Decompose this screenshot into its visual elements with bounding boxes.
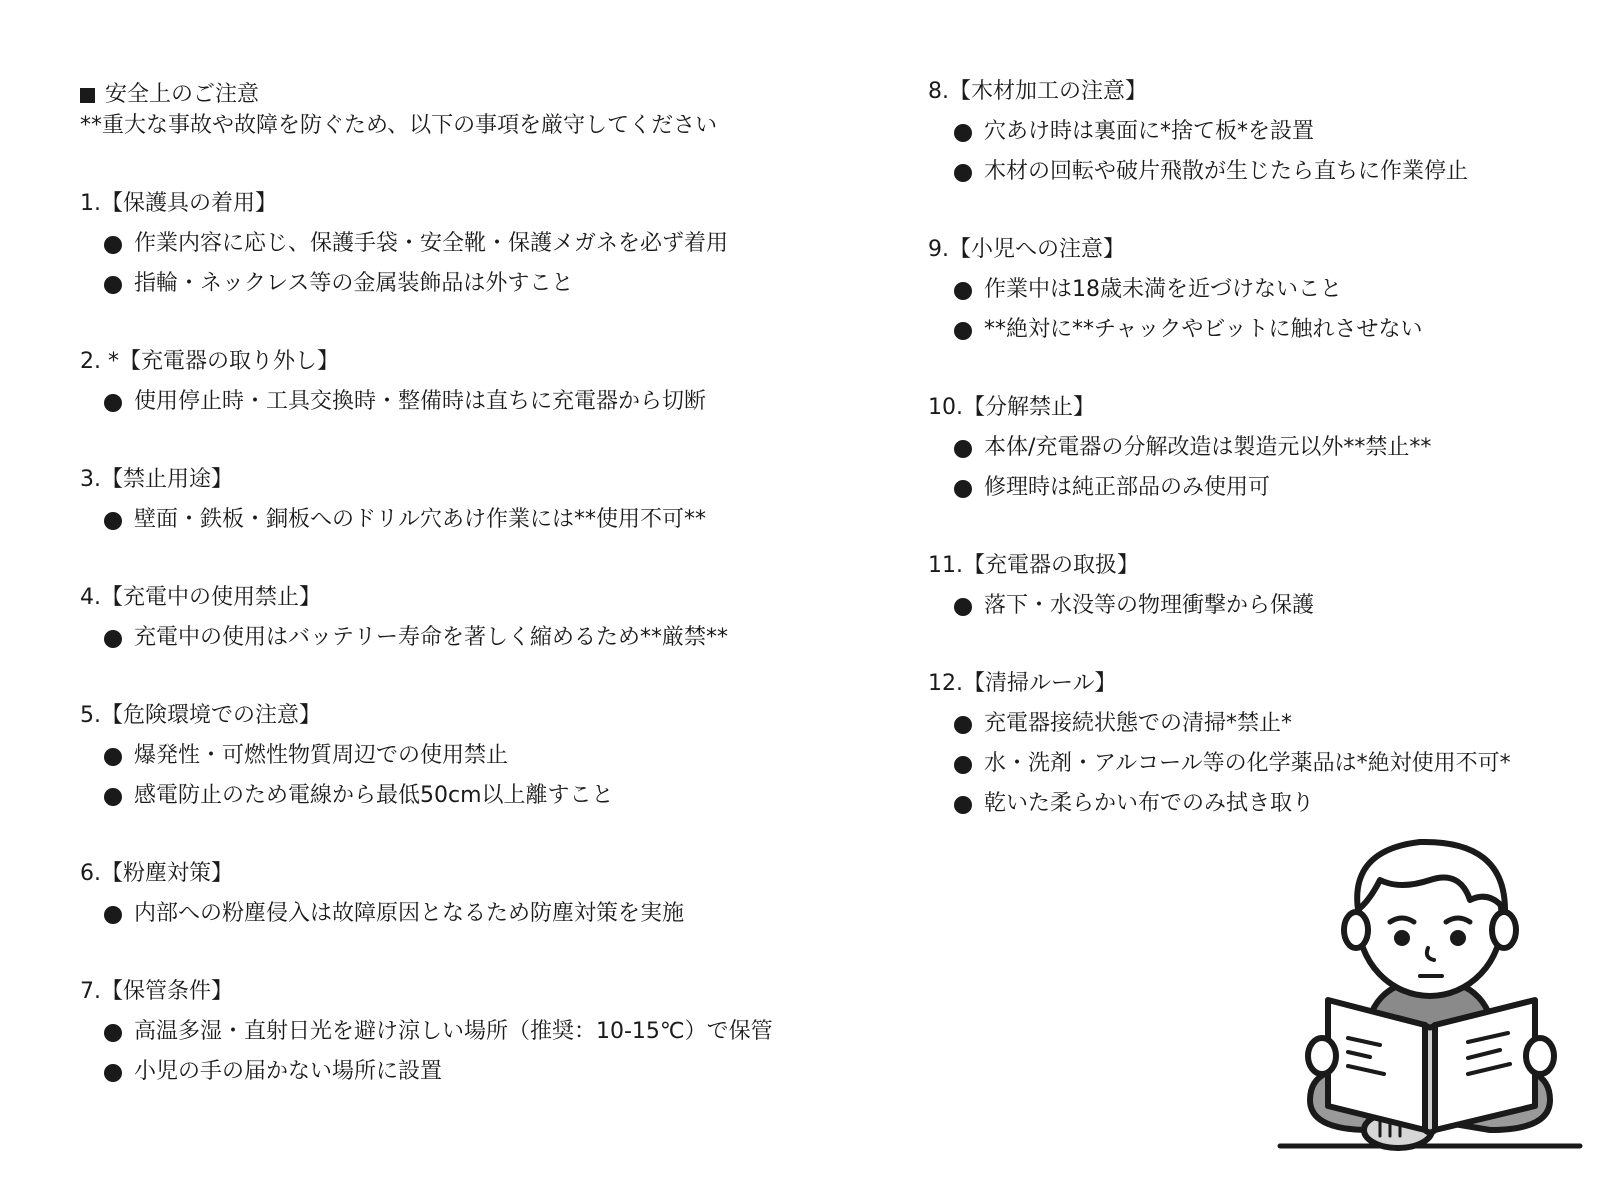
list-item-text: **絶対に**チャックやビットに触れさせない bbox=[984, 317, 1423, 342]
bullet-icon bbox=[954, 440, 972, 458]
list-item-text: 壁面・鉄板・銅板へのドリル穴あけ作業には**使用不可** bbox=[134, 507, 707, 532]
bullet-icon bbox=[104, 512, 122, 530]
list-item bbox=[80, 782, 840, 822]
section-title: 6.【粉塵対策】 bbox=[80, 861, 233, 886]
bullet-icon bbox=[104, 276, 122, 294]
list-item-text: 落下・水没等の物理衝撃から保護 bbox=[984, 593, 1315, 618]
left-column bbox=[80, 78, 840, 1098]
section-4 bbox=[80, 584, 840, 664]
section-8 bbox=[928, 78, 1588, 198]
list-item-text: 充電器接続状態での清掃*禁止* bbox=[984, 711, 1293, 736]
section-title: 9.【小児への注意】 bbox=[928, 237, 1125, 262]
page-title bbox=[80, 78, 840, 112]
bullet-icon bbox=[104, 394, 122, 412]
bullet-icon bbox=[954, 796, 972, 814]
list-item-text: 水・洗剤・アルコール等の化学薬品は*絶対使用不可* bbox=[984, 751, 1511, 776]
list-item bbox=[928, 790, 1588, 830]
list-item-text: 木材の回転や破片飛散が生じたら直ちに作業停止 bbox=[984, 159, 1469, 184]
section-7 bbox=[80, 978, 840, 1098]
bullet-icon bbox=[954, 124, 972, 142]
bullet-icon bbox=[954, 756, 972, 774]
list-item bbox=[928, 276, 1588, 316]
list-item bbox=[80, 1058, 840, 1098]
bullet-icon bbox=[104, 1024, 122, 1042]
list-item bbox=[928, 474, 1588, 514]
list-item bbox=[80, 388, 840, 428]
section-title: 7.【保管条件】 bbox=[80, 979, 233, 1004]
section-3 bbox=[80, 466, 840, 546]
list-item bbox=[80, 506, 840, 546]
bullet-icon bbox=[954, 322, 972, 340]
section-title: 8.【木材加工の注意】 bbox=[928, 79, 1147, 104]
section-title: 4.【充電中の使用禁止】 bbox=[80, 585, 321, 610]
section-title: 2. *【充電器の取り外し】 bbox=[80, 349, 339, 374]
list-item-text: 作業中は18歳未満を近づけないこと bbox=[984, 277, 1342, 302]
bullet-icon bbox=[104, 236, 122, 254]
list-item-text: 爆発性・可燃性物質周辺での使用禁止 bbox=[134, 743, 509, 768]
list-item-text: 小児の手の届かない場所に設置 bbox=[134, 1059, 443, 1084]
child-reading-illustration bbox=[1270, 830, 1590, 1160]
section-title: 5.【危険環境での注意】 bbox=[80, 703, 321, 728]
child-reading-icon bbox=[1270, 830, 1590, 1160]
list-item bbox=[928, 118, 1588, 158]
right-column bbox=[928, 78, 1588, 830]
list-item bbox=[928, 750, 1588, 790]
section-9 bbox=[928, 236, 1588, 356]
list-item bbox=[928, 158, 1588, 198]
section-10 bbox=[928, 394, 1588, 514]
list-item bbox=[80, 270, 840, 310]
list-item-text: 本体/充電器の分解改造は製造元以外**禁止** bbox=[984, 435, 1432, 460]
square-bullet-icon bbox=[80, 88, 95, 103]
bullet-icon bbox=[954, 598, 972, 616]
section-11 bbox=[928, 552, 1588, 632]
list-item-text: 作業内容に応じ、保護手袋・安全靴・保護メガネを必ず着用 bbox=[134, 231, 729, 256]
list-item-text: 修理時は純正部品のみ使用可 bbox=[984, 475, 1271, 500]
section-title: 12.【清掃ルール】 bbox=[928, 671, 1117, 696]
bullet-icon bbox=[104, 788, 122, 806]
list-item bbox=[928, 710, 1588, 750]
list-item bbox=[80, 742, 840, 782]
bullet-icon bbox=[954, 716, 972, 734]
section-title: 3.【禁止用途】 bbox=[80, 467, 233, 492]
section-title: 10.【分解禁止】 bbox=[928, 395, 1095, 420]
list-item-text: 感電防止のため電線から最低50cm以上離すこと bbox=[134, 783, 614, 808]
section-1 bbox=[80, 190, 840, 310]
bullet-icon bbox=[954, 164, 972, 182]
section-title: 11.【充電器の取扱】 bbox=[928, 553, 1139, 578]
section-2 bbox=[80, 348, 840, 428]
section-title: 1.【保護具の着用】 bbox=[80, 191, 277, 216]
list-item bbox=[80, 1018, 840, 1058]
list-item bbox=[928, 592, 1588, 632]
section-12 bbox=[928, 670, 1588, 830]
list-item bbox=[928, 434, 1588, 474]
bullet-icon bbox=[954, 480, 972, 498]
list-item-text: 高温多湿・直射日光を避け涼しい場所（推奨：10-15℃）で保管 bbox=[134, 1019, 773, 1044]
bullet-icon bbox=[104, 748, 122, 766]
list-item-text: 充電中の使用はバッテリー寿命を著しく縮めるため**厳禁** bbox=[134, 625, 729, 650]
list-item bbox=[928, 316, 1588, 356]
bullet-icon bbox=[104, 906, 122, 924]
list-item-text: 指輪・ネックレス等の金属装飾品は外すこと bbox=[134, 271, 574, 296]
bullet-icon bbox=[954, 282, 972, 300]
list-item bbox=[80, 900, 840, 940]
page-title-text: 安全上のご注意 bbox=[105, 82, 260, 107]
section-5 bbox=[80, 702, 840, 822]
section-6 bbox=[80, 860, 840, 940]
list-item-text: 穴あけ時は裏面に*捨て板*を設置 bbox=[984, 119, 1315, 144]
bullet-icon bbox=[104, 630, 122, 648]
list-item-text: 乾いた柔らかい布でのみ拭き取り bbox=[984, 791, 1315, 816]
intro-text: **重大な事故や故障を防ぐため、以下の事項を厳守してください bbox=[80, 113, 718, 138]
list-item-text: 内部への粉塵侵入は故障原因となるため防塵対策を実施 bbox=[134, 901, 685, 926]
list-item bbox=[80, 230, 840, 270]
list-item bbox=[80, 624, 840, 664]
bullet-icon bbox=[104, 1064, 122, 1082]
list-item-text: 使用停止時・工具交換時・整備時は直ちに充電器から切断 bbox=[134, 389, 707, 414]
